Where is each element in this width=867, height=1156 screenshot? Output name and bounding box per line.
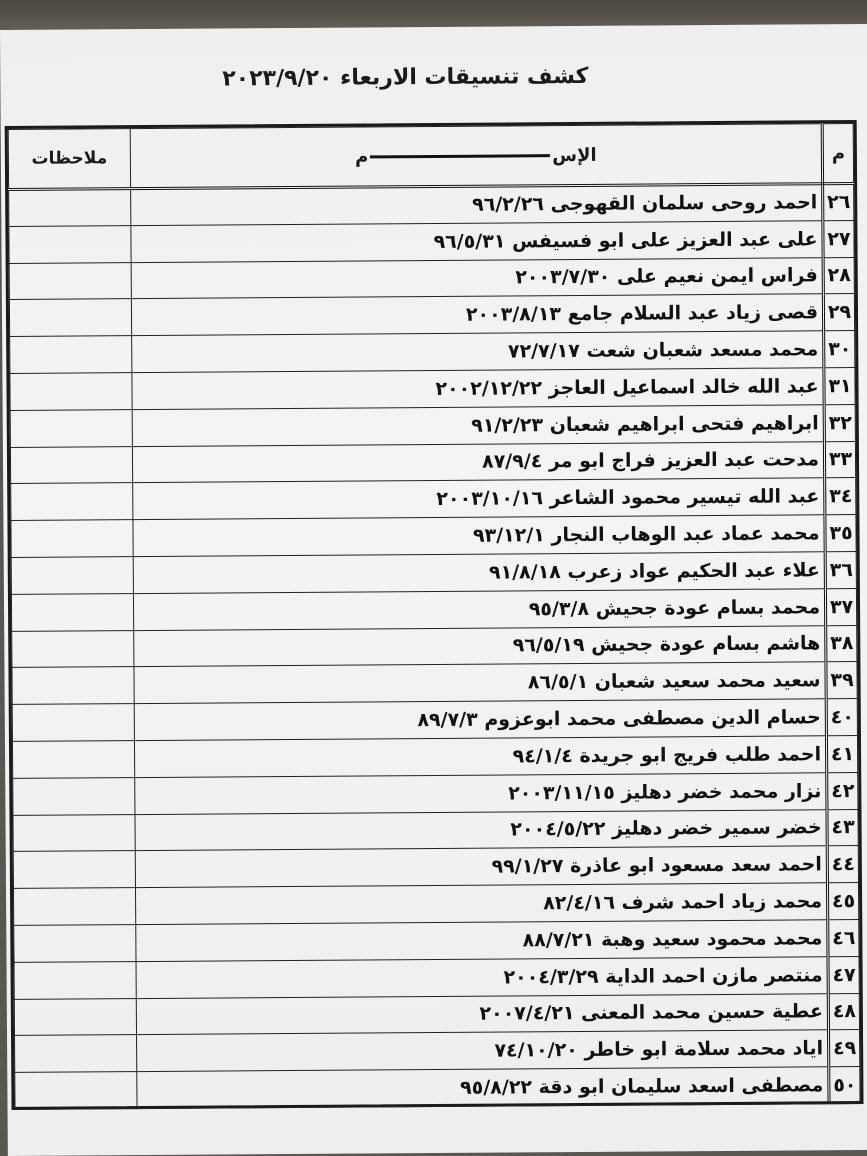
row-number: ٢٦ xyxy=(823,184,854,221)
row-notes xyxy=(14,998,136,1036)
row-notes xyxy=(11,483,133,521)
row-name: حسام الدين مصطفى محمد ابوعزوم ٨٩/٧/٣ xyxy=(134,699,826,741)
table-row xyxy=(13,846,858,889)
table-row xyxy=(9,220,854,263)
row-number: ٢٧ xyxy=(823,220,854,257)
table-row xyxy=(13,772,858,815)
row-number: ٣٨ xyxy=(826,625,857,662)
row-name: احمد سعد مسعود ابو عاذرة ٩٩/١/٢٧ xyxy=(135,846,827,888)
row-notes xyxy=(12,667,134,705)
table-row xyxy=(12,699,857,742)
header-number: م xyxy=(822,124,853,184)
row-notes xyxy=(10,446,132,484)
table-body xyxy=(9,184,860,1110)
table-row xyxy=(14,956,859,999)
row-number: ٣٤ xyxy=(825,478,856,515)
row-name: هاشم بسام عودة جحيش ٩٦/٥/١٩ xyxy=(134,625,826,667)
row-name: نزار محمد خضر دهليز ٢٠٠٣/١١/١٥ xyxy=(135,772,827,814)
row-number: ٢٨ xyxy=(823,257,854,294)
row-number: ٥٠ xyxy=(829,1067,860,1104)
row-name: عبد الله تيسير محمود الشاعر ٢٠٠٣/١٠/١٦ xyxy=(133,478,825,520)
row-notes xyxy=(12,704,134,742)
row-name: محمد مسعد شعبان شعت ٧٢/٧/١٧ xyxy=(132,331,824,373)
row-notes xyxy=(13,888,135,926)
table-row xyxy=(13,809,858,852)
row-number: ٣٣ xyxy=(824,441,855,478)
header-name-start: الإس xyxy=(552,144,597,166)
row-notes xyxy=(14,925,136,963)
row-name: مصطفى اسعد سليمان ابو دقة ٩٥/٨/٢٢ xyxy=(137,1067,829,1109)
header-notes: ملاحظات xyxy=(8,129,130,190)
row-number: ٤٥ xyxy=(827,883,858,920)
table-row xyxy=(9,184,854,227)
row-name: اياد محمد سلامة ابو خاطر ٧٤/١٠/٢٠ xyxy=(136,1030,828,1072)
row-number: ٤٧ xyxy=(828,956,859,993)
row-name: ابراهيم فتحى ابراهيم شعبان ٩١/٢/٢٣ xyxy=(132,405,824,447)
row-number: ٤٣ xyxy=(827,809,858,846)
table-row xyxy=(9,257,854,300)
row-number: ٤٤ xyxy=(827,846,858,883)
row-name: عبد الله خالد اسماعيل العاجز ٢٠٠٢/١٢/٢٢ xyxy=(132,368,824,410)
names-table-frame xyxy=(5,120,864,1110)
table-row xyxy=(15,1067,860,1110)
header-name xyxy=(130,124,823,189)
table-row xyxy=(11,515,856,558)
table-row xyxy=(10,331,855,374)
row-number: ٣١ xyxy=(824,368,855,405)
row-notes xyxy=(12,741,134,779)
row-notes xyxy=(9,225,131,263)
row-name: على عبد العزيز على ابو فسيفس ٩٦/٥/٣١ xyxy=(131,221,823,263)
row-name: محمد عماد عبد الوهاب النجار ٩٣/١٢/١ xyxy=(133,515,825,557)
row-notes xyxy=(11,593,133,631)
row-notes xyxy=(9,262,131,300)
table-row xyxy=(10,441,855,484)
row-name: عطية حسين محمد المعنى ٢٠٠٧/٤/٢١ xyxy=(136,993,828,1035)
row-name: علاء عبد الحكيم عواد زعرب ٩١/٨/١٨ xyxy=(133,552,825,594)
row-name: فراس ايمن نعيم على ٢٠٠٣/٧/٣٠ xyxy=(131,257,823,299)
table-row xyxy=(13,883,858,926)
row-notes xyxy=(13,851,135,889)
row-notes xyxy=(10,409,132,447)
row-name: محمد محمود سعيد وهبة ٨٨/٧/٢١ xyxy=(136,920,828,962)
header-name-end: م xyxy=(354,145,369,168)
row-number: ٤٠ xyxy=(826,699,857,736)
row-number: ٤٨ xyxy=(828,993,859,1030)
table-row xyxy=(14,993,859,1036)
row-notes xyxy=(10,336,132,374)
row-name: احمد طلب فريج ابو جريدة ٩٤/١/٤ xyxy=(134,736,826,778)
row-name: قصى زياد عبد السلام جامع ٢٠٠٣/٨/١٣ xyxy=(131,294,823,336)
row-notes xyxy=(12,630,134,668)
table-row xyxy=(10,368,855,411)
table-row xyxy=(12,625,857,668)
row-number: ٣٧ xyxy=(825,588,856,625)
table-row xyxy=(11,478,856,521)
row-notes xyxy=(10,373,132,411)
row-name: مدحت عبد العزيز فراج ابو مر ٨٧/٩/٤ xyxy=(132,441,824,483)
row-name: احمد روحى سلمان القهوجى ٩٦/٢/٢٦ xyxy=(131,184,823,226)
table-row xyxy=(15,1030,860,1073)
row-number: ٣٢ xyxy=(824,404,855,441)
row-name: منتصر مازن احمد الداية ٢٠٠٤/٣/٢٩ xyxy=(136,956,828,998)
row-notes xyxy=(15,1072,137,1110)
table-header-row xyxy=(8,124,853,190)
row-number: ٤٢ xyxy=(827,772,858,809)
table-row xyxy=(11,552,856,595)
table-row xyxy=(12,735,857,778)
paper-sheet xyxy=(0,24,867,1156)
names-table xyxy=(8,123,861,1110)
table-row xyxy=(14,919,859,962)
row-number: ٣٥ xyxy=(825,515,856,552)
row-notes xyxy=(13,777,135,815)
row-notes xyxy=(15,1035,137,1073)
row-number: ٣٦ xyxy=(825,552,856,589)
row-name: سعيد محمد سعيد شعبان ٨٦/٥/١ xyxy=(134,662,826,704)
row-notes xyxy=(13,814,135,852)
table-row xyxy=(11,588,856,631)
row-name: محمد زياد احمد شرف ٨٢/٤/١٦ xyxy=(135,883,827,925)
row-number: ٤١ xyxy=(826,735,857,772)
row-number: ٤٦ xyxy=(828,919,859,956)
table-row xyxy=(10,404,855,447)
row-notes xyxy=(14,961,136,999)
row-number: ٤٩ xyxy=(829,1030,860,1067)
header-name-tatweel xyxy=(370,154,550,158)
row-number: ٢٩ xyxy=(823,294,854,331)
row-notes xyxy=(9,189,131,227)
document-title: كشف تنسيقات الاربعاء ٢٠٢٣/٩/٢٠ xyxy=(222,63,589,92)
row-notes xyxy=(9,299,131,337)
row-notes xyxy=(11,520,133,558)
row-name: محمد بسام عودة جحيش ٩٥/٣/٨ xyxy=(133,589,825,631)
table-row xyxy=(12,662,857,705)
table-row xyxy=(9,294,854,337)
row-number: ٣٠ xyxy=(824,331,855,368)
row-name: خضر سمير خضر دهليز ٢٠٠٤/٥/٢٢ xyxy=(135,809,827,851)
row-notes xyxy=(11,557,133,595)
row-number: ٣٩ xyxy=(826,662,857,699)
